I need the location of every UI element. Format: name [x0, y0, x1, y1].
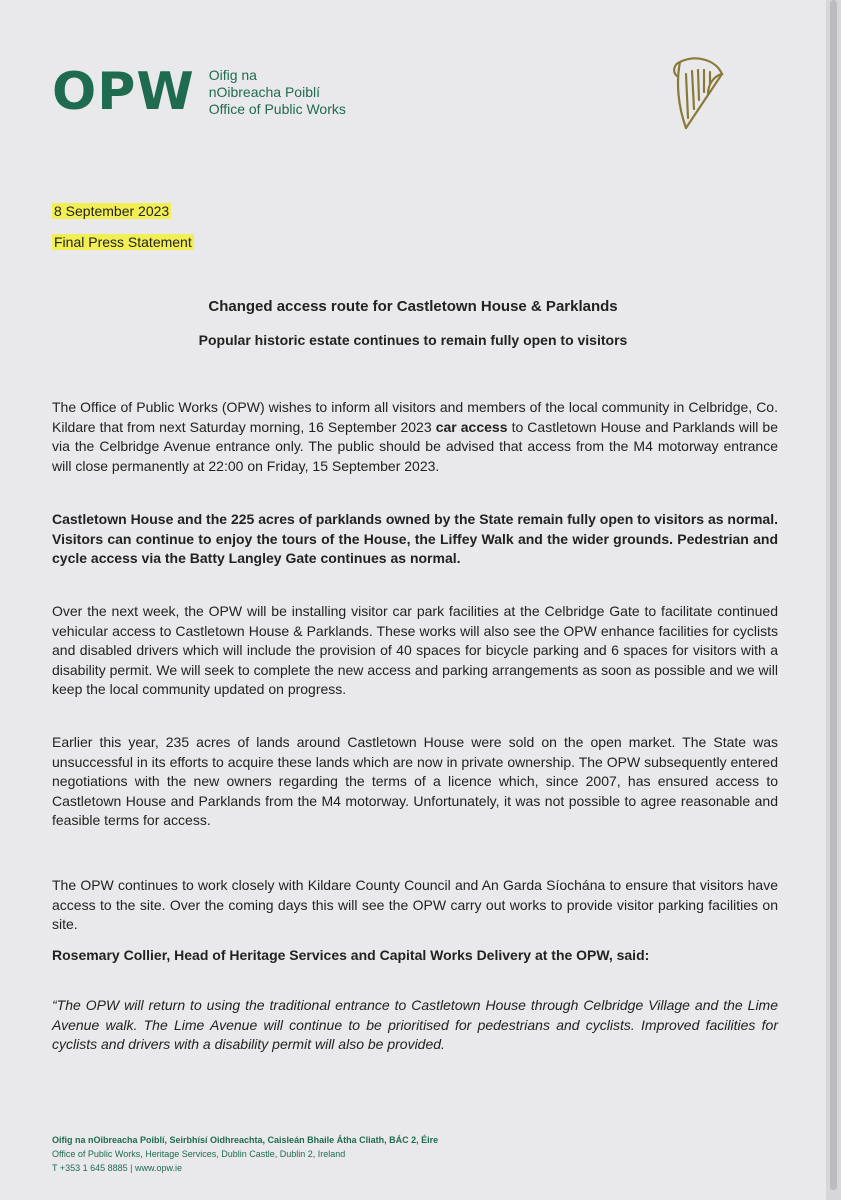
org-name-line1: Oifig na [208, 66, 257, 83]
org-name [209, 67, 346, 118]
press-status: Final Press Statement [54, 234, 192, 250]
press-subtitle: Popular historic estate continues to remain fully open to visitors [198, 332, 628, 348]
paragraph-1: The Office of Public Works (OPW) wishes to inform all visitors and members of the local community in Celbridge, Co. Kildare that from next Saturday morning, 16 September 2023 car access to Castletown House and Parklands will be via the Celbridge Avenue entrance only. The public should be advised that access from the M4 motorway entrance will close permanently at 22:00 on Friday, 15 September 2023. [52, 399, 778, 474]
paragraph-4: Earlier this year, 235 acres of lands around Castletown House were sold on the open market. The State was unsuccessful in its efforts to acquire these lands which are now in private ownership. The OPW subsequently entered negotiations with the new owners regarding the terms of a licence which, since 2007, has ensured access to Castletown House and Parklands from the M4 motorway. Unfortunately, it was not possible to agree reasonable and feasible terms for access. [52, 734, 778, 828]
org-name-line3: Office of Public Works [208, 100, 346, 117]
logo-wordmark: OPW [52, 62, 195, 122]
harp-emblem-icon [668, 54, 728, 134]
quote-text: “The OPW will return to using the traditional entrance to Castletown House through Celbridge Village and the Lime Avenue walk. The Lime Avenue will continue to be prioritised for pedestrians and cyclists. Improved facilities for cyclists and drivers with a disability permit will also be provided. [52, 997, 778, 1052]
scrollbar-thumb[interactable] [830, 0, 837, 1190]
footer-line-irish: Oifig na nOibreacha Poiblí, Seirbhísí Oidhreachta, Caisleán Bhaile Átha Cliath, BÁC 2, Éire [52, 1135, 439, 1145]
footer-address [52, 1133, 438, 1175]
paragraph-5: The OPW continues to work closely with Kildare County Council and An Garda Síochána to ensure that visitors have access to the site. Over the coming days this will see the OPW carry out works to provide visitor parking facilities on site. [52, 877, 778, 932]
footer-line-english: Office of Public Works, Heritage Services, Dublin Castle, Dublin 2, Ireland [52, 1149, 346, 1159]
press-date: 8 September 2023 [54, 203, 170, 219]
footer-line-contact: T +353 1 645 8885 | www.opw.ie [52, 1163, 183, 1173]
opw-logo [52, 62, 346, 122]
press-title: Changed access route for Castletown House & Parklands [208, 298, 618, 315]
paragraph-2: Castletown House and the 225 acres of parklands owned by the State remain fully open to visitors as normal. Visitors can continue to enjoy the tours of the House, the Liffey Walk and the wider grounds. Pedestrian and cycle access via the Batty Langley Gate continues as normal. [52, 511, 778, 566]
paragraph-3: Over the next week, the OPW will be installing visitor car park facilities at the Celbridge Gate to facilitate continued vehicular access to Castletown House & Parklands. These works will also see the OPW enhance facilities for cyclists and disabled drivers which will include the provision of 40 spaces for bicycle parking and 6 spaces for visitors with a disability permit. We will seek to complete the new access and parking arrangements as soon as possible and we will keep the local community updated on progress. [52, 603, 778, 697]
quote-attribution: Rosemary Collier, Head of Heritage Services and Capital Works Delivery at the OPW, said: [52, 947, 650, 963]
org-name-line2: nOibreacha Poiblí [208, 83, 320, 100]
